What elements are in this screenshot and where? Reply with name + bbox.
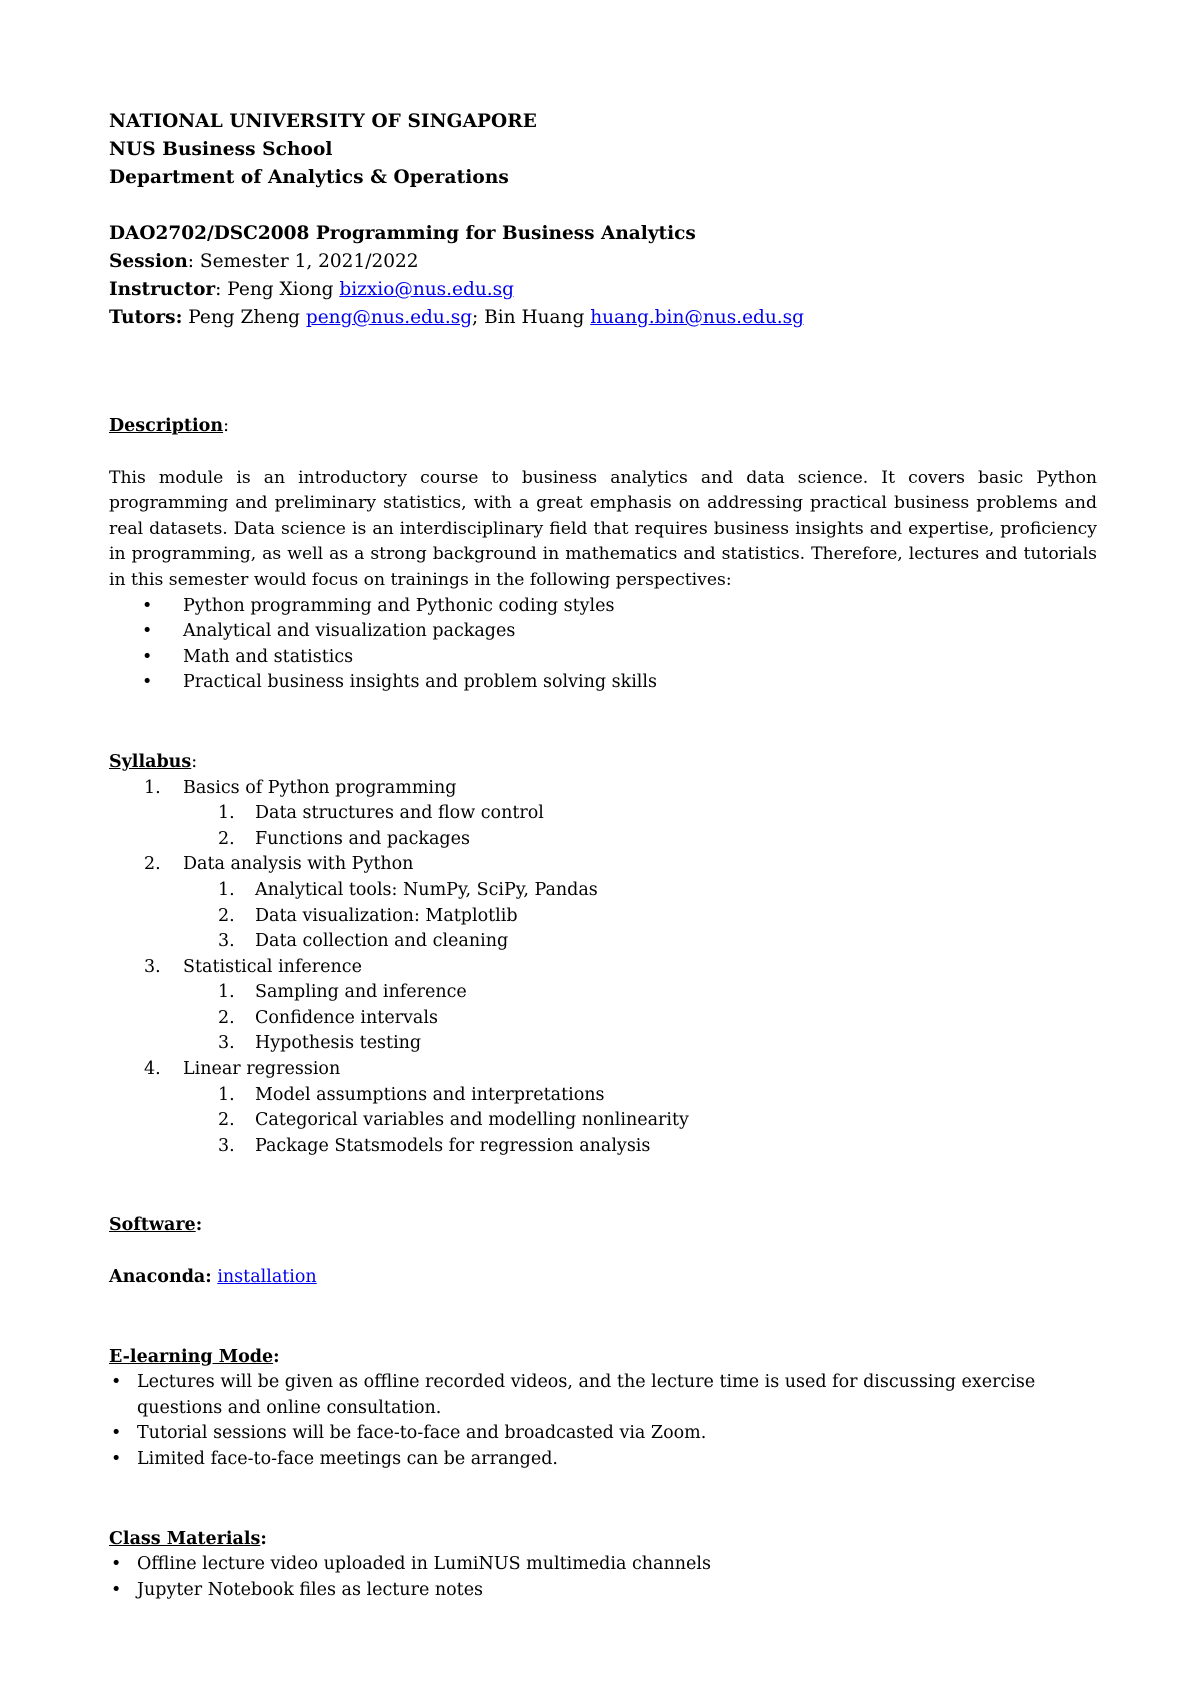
tutors-line xyxy=(109,304,1097,332)
perspectives-list xyxy=(109,594,1097,696)
syllabus-topic: 2. Data analysis with Python 1. Analytical tools: NumPy, SciPy, Pandas 2. Data visualization: Matplotlib 3. Data collection and cleaning xyxy=(109,852,1097,954)
syllabus-subtopic: 2. Categorical variables and modelling nonlinearity xyxy=(218,1110,689,1131)
list-item: • Tutorial sessions will be face-to-face and broadcasted via Zoom. xyxy=(109,1421,1097,1447)
tutor2-email-link[interactable]: huang.bin@nus.edu.sg xyxy=(590,307,804,328)
tutor-separator: ; Bin Huang xyxy=(472,307,591,328)
list-item: • Offline lecture video uploaded in LumiNUS multimedia channels xyxy=(109,1552,1097,1578)
session-line xyxy=(109,248,1097,276)
description-text: This module is an introductory course to business analytics and data science. It covers basic Python programming and preliminary statistics, with a great emphasis on addressing practical business problems and real datasets. Data science is an interdisciplinary field that requires business insights and expertise, proficiency in programming, as well as a strong background in mathematics and statistics. Therefore, lectures and tutorials in this semester would focus on trainings in the following perspectives: xyxy=(109,467,1097,590)
syllabus-subtopic: 2. Data visualization: Matplotlib xyxy=(218,905,518,926)
document-page xyxy=(109,108,1097,1603)
list-item: • Math and statistics xyxy=(109,645,1097,671)
syllabus-heading: Syllabus: xyxy=(109,751,198,772)
tutor1-name: Peng Zheng xyxy=(182,307,306,328)
materials-heading: Class Materials: xyxy=(109,1528,267,1549)
syllabus-subtopic: 1. Data structures and flow control xyxy=(218,803,544,824)
tutors-label: Tutors: xyxy=(109,307,183,328)
list-item: • Lectures will be given as offline recorded videos, and the lecture time is used for discussing exercise questions and online consultation. xyxy=(109,1370,1097,1421)
instructor-name: : Peng Xiong xyxy=(215,279,340,300)
anaconda-line xyxy=(109,1265,1097,1291)
session-value: : Semester 1, 2021/2022 xyxy=(187,251,419,272)
syllabus-subtopic: 1. Analytical tools: NumPy, SciPy, Pandas xyxy=(218,879,598,900)
list-item: • Analytical and visualization packages xyxy=(109,619,1097,645)
course-title: DAO2702/DSC2008 Programming for Business Analytics xyxy=(109,223,696,244)
list-item: • Practical business insights and problem solving skills xyxy=(109,670,1097,696)
syllabus-subtopic: 3. Data collection and cleaning xyxy=(218,931,509,952)
list-item: • Limited face-to-face meetings can be arranged. xyxy=(109,1447,1097,1473)
syllabus-subtopic: 3. Hypothesis testing xyxy=(218,1033,422,1054)
anaconda-installation-link[interactable]: installation xyxy=(217,1267,317,1288)
instructor-line xyxy=(109,276,1097,304)
syllabus-topic: 1. Basics of Python programming 1. Data structures and flow control 2. Functions and packages xyxy=(109,776,1097,853)
instructor-email-link[interactable]: bizxio@nus.edu.sg xyxy=(339,279,514,300)
list-item: • Jupyter Notebook files as lecture notes xyxy=(109,1578,1097,1604)
syllabus-subtopic: 3. Package Statsmodels for regression analysis xyxy=(218,1135,651,1156)
syllabus-list xyxy=(109,776,1097,1160)
school-name: NUS Business School xyxy=(109,139,333,160)
syllabus-topic: 4. Linear regression 1. Model assumptions and interpretations 2. Categorical variables and modelling nonlinearity 3. Package Statsmodels for regression analysis xyxy=(109,1057,1097,1159)
university-name: NATIONAL UNIVERSITY OF SINGAPORE xyxy=(109,111,537,132)
anaconda-label: Anaconda: xyxy=(109,1267,212,1288)
syllabus-subtopic: 2. Functions and packages xyxy=(218,828,470,849)
instructor-label: Instructor xyxy=(109,279,216,300)
list-item: • Python programming and Pythonic coding styles xyxy=(109,594,1097,620)
tutor1-email-link[interactable]: peng@nus.edu.sg xyxy=(305,307,473,328)
software-heading: Software: xyxy=(109,1215,203,1236)
elearning-heading: E-learning Mode: xyxy=(109,1346,280,1367)
syllabus-subtopic: 1. Sampling and inference xyxy=(218,982,467,1003)
materials-list xyxy=(109,1552,1097,1603)
syllabus-subtopic: 1. Model assumptions and interpretations xyxy=(218,1084,605,1105)
department-name: Department of Analytics & Operations xyxy=(109,167,509,188)
syllabus-subtopic: 2. Confidence intervals xyxy=(218,1007,438,1028)
description-heading: Description: xyxy=(109,416,229,436)
syllabus-topic: 3. Statistical inference 1. Sampling and inference 2. Confidence intervals 3. Hypothesis testing xyxy=(109,955,1097,1057)
session-label: Session xyxy=(109,251,188,272)
elearning-list xyxy=(109,1370,1097,1472)
